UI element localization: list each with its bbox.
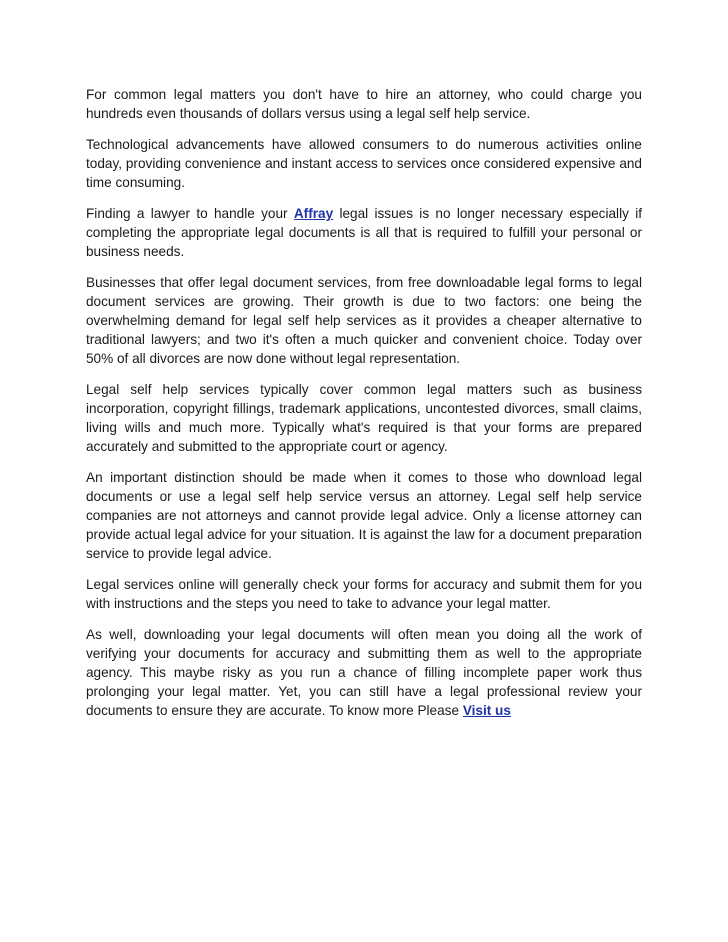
affray-link[interactable]: Affray [293,206,334,221]
visit-us-link[interactable]: Visit us [462,703,511,718]
paragraph-3-text-start: Finding a lawyer to handle your [86,206,294,221]
paragraph-8-text: As well, downloading your legal documents will often mean you doing all the work of verifying your documents for accuracy and submitting them as well to the appropriate agency. This maybe risky as you run a chance of filling incomplete paper work thus prolonging your legal matter. Yet, you can still have a legal professional review your documents to ensure they are accurate. To know more Please [86,627,642,718]
paragraph-3-text-end: legal issues is no longer necessary especially if completing the appropriate legal documents is all that is required to fulfill your personal or business needs. [86,206,642,259]
paragraph-5: Legal self help services typically cover common legal matters such as business incorporation, copyright fillings, trademark applications, uncontested divorces, small claims, living wills and much more. Typically what's required is that your forms are prepared accurately and submitted to the appropriate court or agency. [86,382,642,454]
document-body [86,85,642,732]
paragraph-1: For common legal matters you don't have to hire an attorney, who could charge you hundreds even thousands of dollars versus using a legal self help service. [86,87,642,121]
paragraph-4: Businesses that offer legal document services, from free downloadable legal forms to legal document services are growing. Their growth is due to two factors: one being the overwhelming demand for legal self help services as it provides a cheaper alternative to traditional lawyers; and two it's often a much quicker and convenient choice. Today over 50% of all divorces are now done without legal representation. [86,275,642,366]
paragraph-3 [86,204,642,261]
paragraph-2: Technological advancements have allowed consumers to do numerous activities online today, providing convenience and instant access to services once considered expensive and time consuming. [86,137,642,190]
paragraph-6: An important distinction should be made when it comes to those who download legal documents or use a legal self help service versus an attorney. Legal self help service companies are not attorneys and cannot provide legal advice. Only a license attorney can provide actual legal advice for your situation. It is against the law for a document preparation service to provide legal advice. [86,470,642,561]
paragraph-7: Legal services online will generally check your forms for accuracy and submit them for you with instructions and the steps you need to take to advance your legal matter. [86,577,642,611]
paragraph-8 [86,625,642,720]
